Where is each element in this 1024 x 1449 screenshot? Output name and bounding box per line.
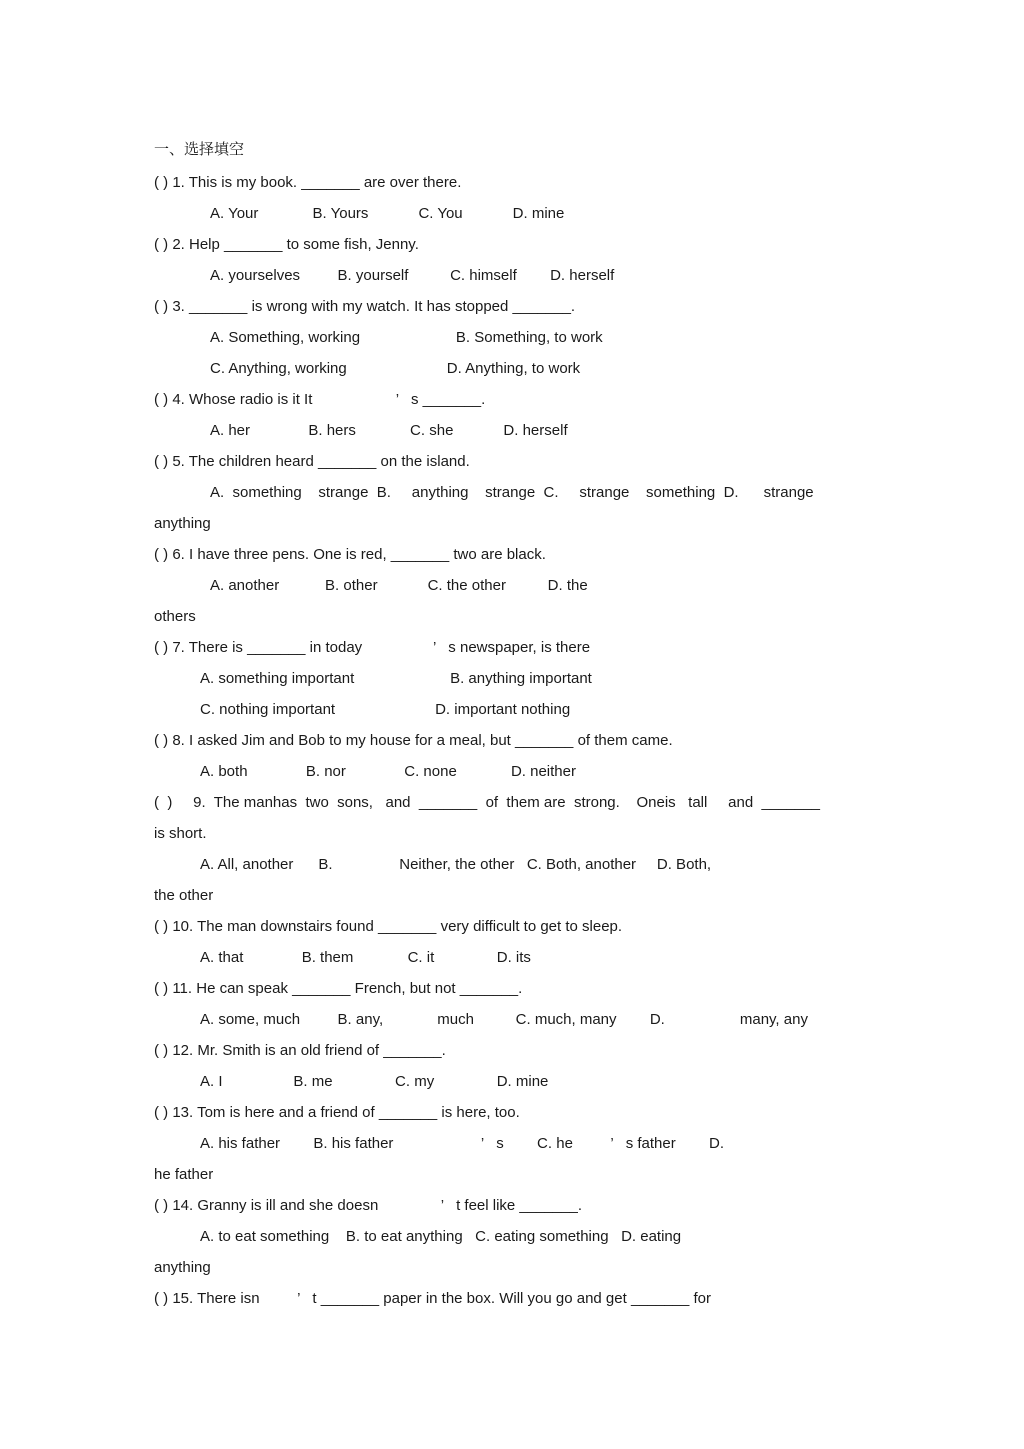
question-9-options-wrap: the other [154,887,214,904]
question-7-options-cd: C. nothing important D. important nothing [200,701,571,718]
question-1-stem: ( ) 1. This is my book. _______ are over there. [154,174,462,191]
question-13-stem: ( ) 13. Tom is here and a friend of _______ is here, too. [154,1104,520,1121]
question-6-stem: ( ) 6. I have three pens. One is red, _______ two are black. [154,546,546,563]
question-10-options: A. that B. them C. it D. its [200,949,531,966]
question-11-options: A. some, much B. any, much C. much, many D. many, any [200,1011,808,1028]
question-6-options: A. another B. other C. the other D. the [210,577,588,594]
question-5-options: A. something strange B. anything strange C. strange something D. strange [210,484,814,501]
question-2-stem: ( ) 2. Help _______ to some fish, Jenny. [154,236,419,253]
question-9-stem: ( ) 9. The manhas two sons, and _______ of them are strong. Oneis tall and _______ [154,794,820,811]
question-11-stem: ( ) 11. He can speak _______ French, but not _______. [154,980,523,997]
question-13-options-wrap: he father [154,1166,214,1183]
question-14-options: A. to eat something B. to eat anything C. eating something D. eating [200,1228,682,1245]
question-1-options: A. Your B. Yours C. You D. mine [210,205,565,222]
question-3-options-cd: C. Anything, working D. Anything, to work [210,360,581,377]
question-14-options-wrap: anything [154,1259,211,1276]
question-15-stem: ( ) 15. There isn ’ t _______ paper in the box. Will you go and get _______ for [154,1290,712,1307]
question-3-options-ab: A. Something, working B. Something, to work [210,329,603,346]
question-13-options: A. his father B. his father ’ s C. he ’ s father D. [200,1135,725,1152]
question-9-options: A. All, another B. Neither, the other C. Both, another D. Both, [200,856,712,873]
question-4-stem: ( ) 4. Whose radio is it It ’ s _______. [154,391,486,408]
question-3-stem: ( ) 3. _______ is wrong with my watch. It has stopped _______. [154,298,576,315]
question-2-options: A. yourselves B. yourself C. himself D. herself [210,267,615,284]
question-10-stem: ( ) 10. The man downstairs found _______ very difficult to get to sleep. [154,918,623,935]
question-12-stem: ( ) 12. Mr. Smith is an old friend of _______. [154,1042,446,1059]
question-6-options-wrap: others [154,608,196,625]
question-8-stem: ( ) 8. I asked Jim and Bob to my house for a meal, but _______ of them came. [154,732,673,749]
question-7-stem: ( ) 7. There is _______ in today ’ s newspaper, is there [154,639,591,656]
question-9-stem-wrap: is short. [154,825,207,842]
question-5-options-wrap: anything [154,515,211,532]
section-title: 一、选择填空 [154,140,245,158]
question-4-options: A. her B. hers C. she D. herself [210,422,568,439]
question-7-options-ab: A. something important B. anything important [200,670,592,687]
question-12-options: A. I B. me C. my D. mine [200,1073,549,1090]
question-8-options: A. both B. nor C. none D. neither [200,763,576,780]
question-14-stem: ( ) 14. Granny is ill and she doesn ’ t feel like _______. [154,1197,582,1214]
question-5-stem: ( ) 5. The children heard _______ on the island. [154,453,470,470]
